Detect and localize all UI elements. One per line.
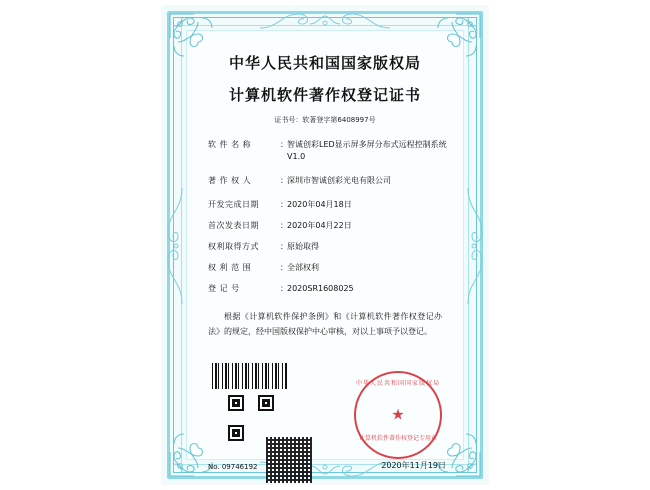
field-label: 开发完成日期	[208, 200, 259, 209]
field-label: 软 件 名 称	[208, 140, 252, 149]
field-row	[208, 199, 450, 211]
field-label: 登 记 号	[208, 284, 240, 293]
certificate-footer	[190, 353, 460, 473]
field-value-rights-scope: 全部权利	[287, 263, 319, 272]
certificate-content	[190, 34, 460, 471]
field-value-software-name: 智诚创彩LED显示屏多屏分布式远程控制系统 V1.0	[287, 140, 447, 161]
certificate-card	[162, 6, 488, 484]
field-list	[190, 139, 460, 295]
page-title: 计算机软件著作权登记证书	[228, 86, 421, 104]
field-value-development-date: 2020年04月18日	[287, 200, 352, 209]
field-colon: ：	[280, 242, 288, 251]
field-label: 著 作 权 人	[208, 176, 252, 185]
field-colon: ：	[280, 176, 288, 185]
field-colon: ：	[280, 263, 288, 272]
legal-statement: 根据《计算机软件保护条例》和《计算机软件著作权登记办法》的规定，经中国版权保护中心审核，对以上事项予以登记。	[208, 312, 442, 336]
seal-top-text: 中华人民共和国国家版权局	[356, 380, 441, 387]
field-row	[208, 139, 450, 163]
field-colon: ：	[280, 221, 288, 230]
field-value-first-publish-date: 2020年04月22日	[287, 221, 352, 230]
field-colon: ：	[280, 200, 288, 209]
field-row	[208, 262, 450, 274]
qr-code	[228, 395, 274, 441]
edge-flourish-icon	[258, 10, 392, 32]
field-label: 权 利 范 围	[208, 263, 252, 272]
field-label: 首次发表日期	[208, 221, 259, 230]
field-value-copyright-owner: 深圳市智诚创彩光电有限公司	[287, 176, 391, 185]
field-colon: ：	[280, 284, 288, 293]
issue-date: 2020年11月19日	[381, 461, 446, 470]
field-label: 权利取得方式	[208, 242, 259, 251]
barcode	[212, 363, 288, 389]
edge-flourish-icon	[462, 186, 486, 306]
field-value-registration-number: 2020SR1608025	[287, 284, 354, 293]
field-row	[208, 283, 450, 295]
seal-bottom-text: 计算机软件著作权登记专用章	[358, 435, 437, 442]
field-colon: ：	[280, 140, 288, 149]
official-seal	[354, 371, 442, 459]
issuer-title: 中华人民共和国国家版权局	[228, 54, 421, 72]
field-row	[208, 241, 450, 253]
certificate-number: 证书号：软著登字第6408997号	[274, 116, 376, 124]
edge-flourish-icon	[164, 186, 188, 306]
seal-star-icon: ★	[391, 405, 405, 424]
document-serial-number: No. 09746192	[208, 463, 258, 471]
field-value-acquisition-method: 原始取得	[287, 242, 319, 251]
field-row	[208, 175, 450, 187]
field-row	[208, 220, 450, 232]
